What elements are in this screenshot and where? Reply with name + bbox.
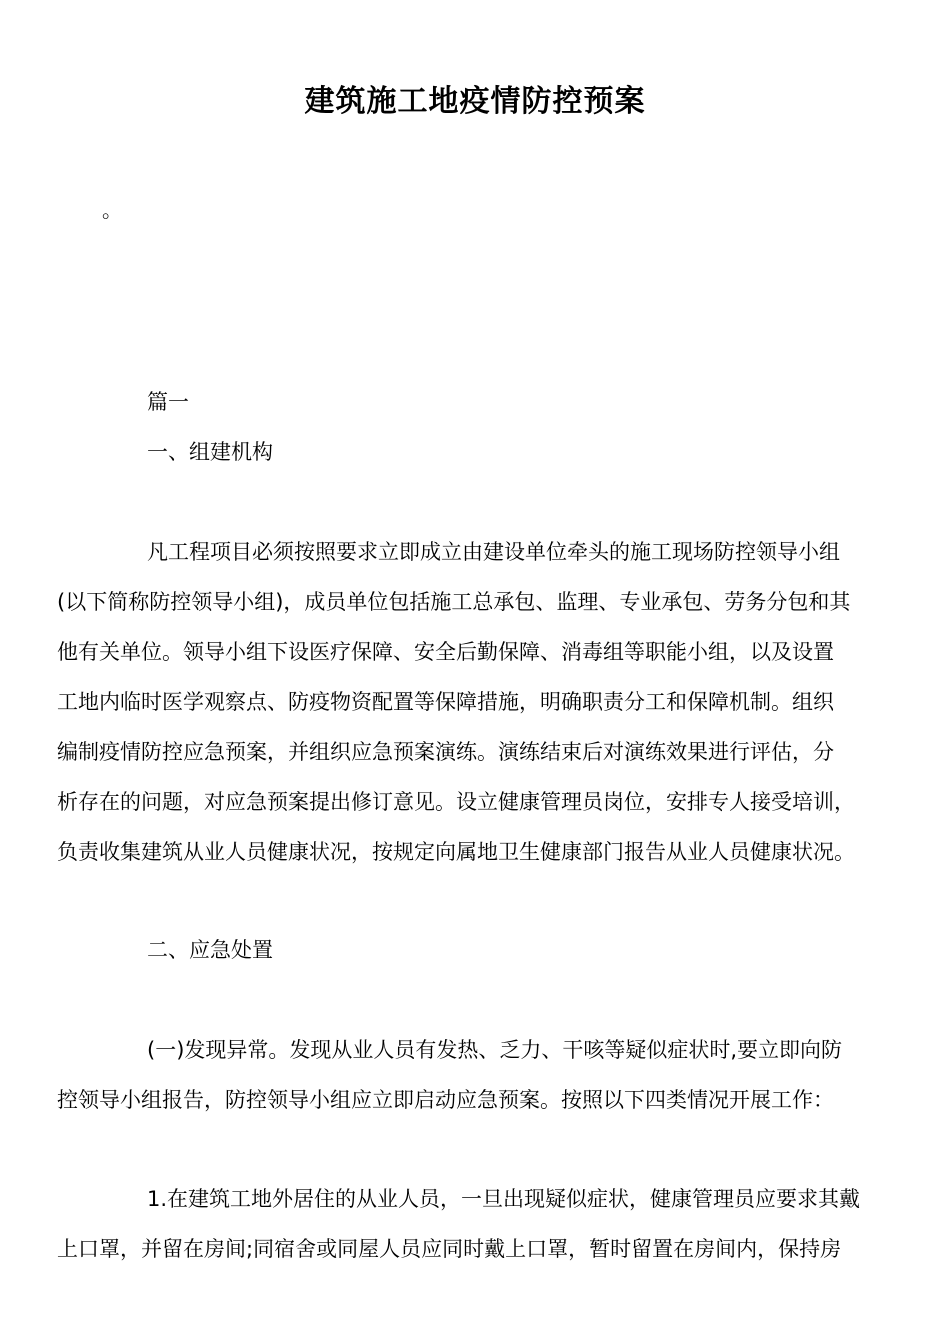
heading-organization: 一、组建机构: [147, 440, 273, 464]
paragraph-discovery: [57, 1025, 893, 1125]
section-label: 篇一: [147, 390, 189, 414]
paragraph-offsite-workers: [57, 1174, 893, 1274]
paragraph-line: 他有关单位。领导小组下设医疗保障、安全后勤保障、消毒组等职能小组，以及设置: [57, 640, 834, 664]
paragraph-line: 上口罩，并留在房间;同宿舍或同屋人员应同时戴上口罩，暂时留置在房间内，保持房: [57, 1237, 842, 1261]
paragraph-line: 凡工程项目必须按照要求立即成立由建设单位牵头的施工现场防控领导小组: [147, 540, 840, 564]
paragraph-line: 控领导小组报告，防控领导小组应立即启动应急预案。按照以下四类情况开展工作：: [57, 1088, 834, 1112]
paragraph-line: (以下简称防控领导小组)，成员单位包括施工总承包、监理、专业承包、劳务分包和其: [57, 590, 851, 614]
paragraph-line: 析存在的问题，对应急预案提出修订意见。设立健康管理员岗位，安排专人接受培训，: [57, 790, 855, 814]
paragraph-organization: [57, 527, 893, 877]
paragraph-line: 1.在建筑工地外居住的从业人员，一旦出现疑似症状，健康管理员应要求其戴: [147, 1187, 861, 1211]
paragraph-line: 编制疫情防控应急预案，并组织应急预案演练。演练结束后对演练效果进行评估，分: [57, 740, 834, 764]
stray-punctuation: 。: [102, 198, 122, 222]
heading-emergency: 二、应急处置: [147, 938, 273, 962]
document-title: 建筑施工地疫情防控预案: [304, 84, 646, 119]
paragraph-line: 工地内临时医学观察点、防疫物资配置等保障措施，明确职责分工和保障机制。组织: [57, 690, 834, 714]
paragraph-line: (一)发现异常。发现从业人员有发热、乏力、干咳等疑似症状时,要立即向防: [147, 1038, 843, 1062]
paragraph-line: 负责收集建筑从业人员健康状况，按规定向属地卫生健康部门报告从业人员健康状况。: [57, 840, 855, 864]
